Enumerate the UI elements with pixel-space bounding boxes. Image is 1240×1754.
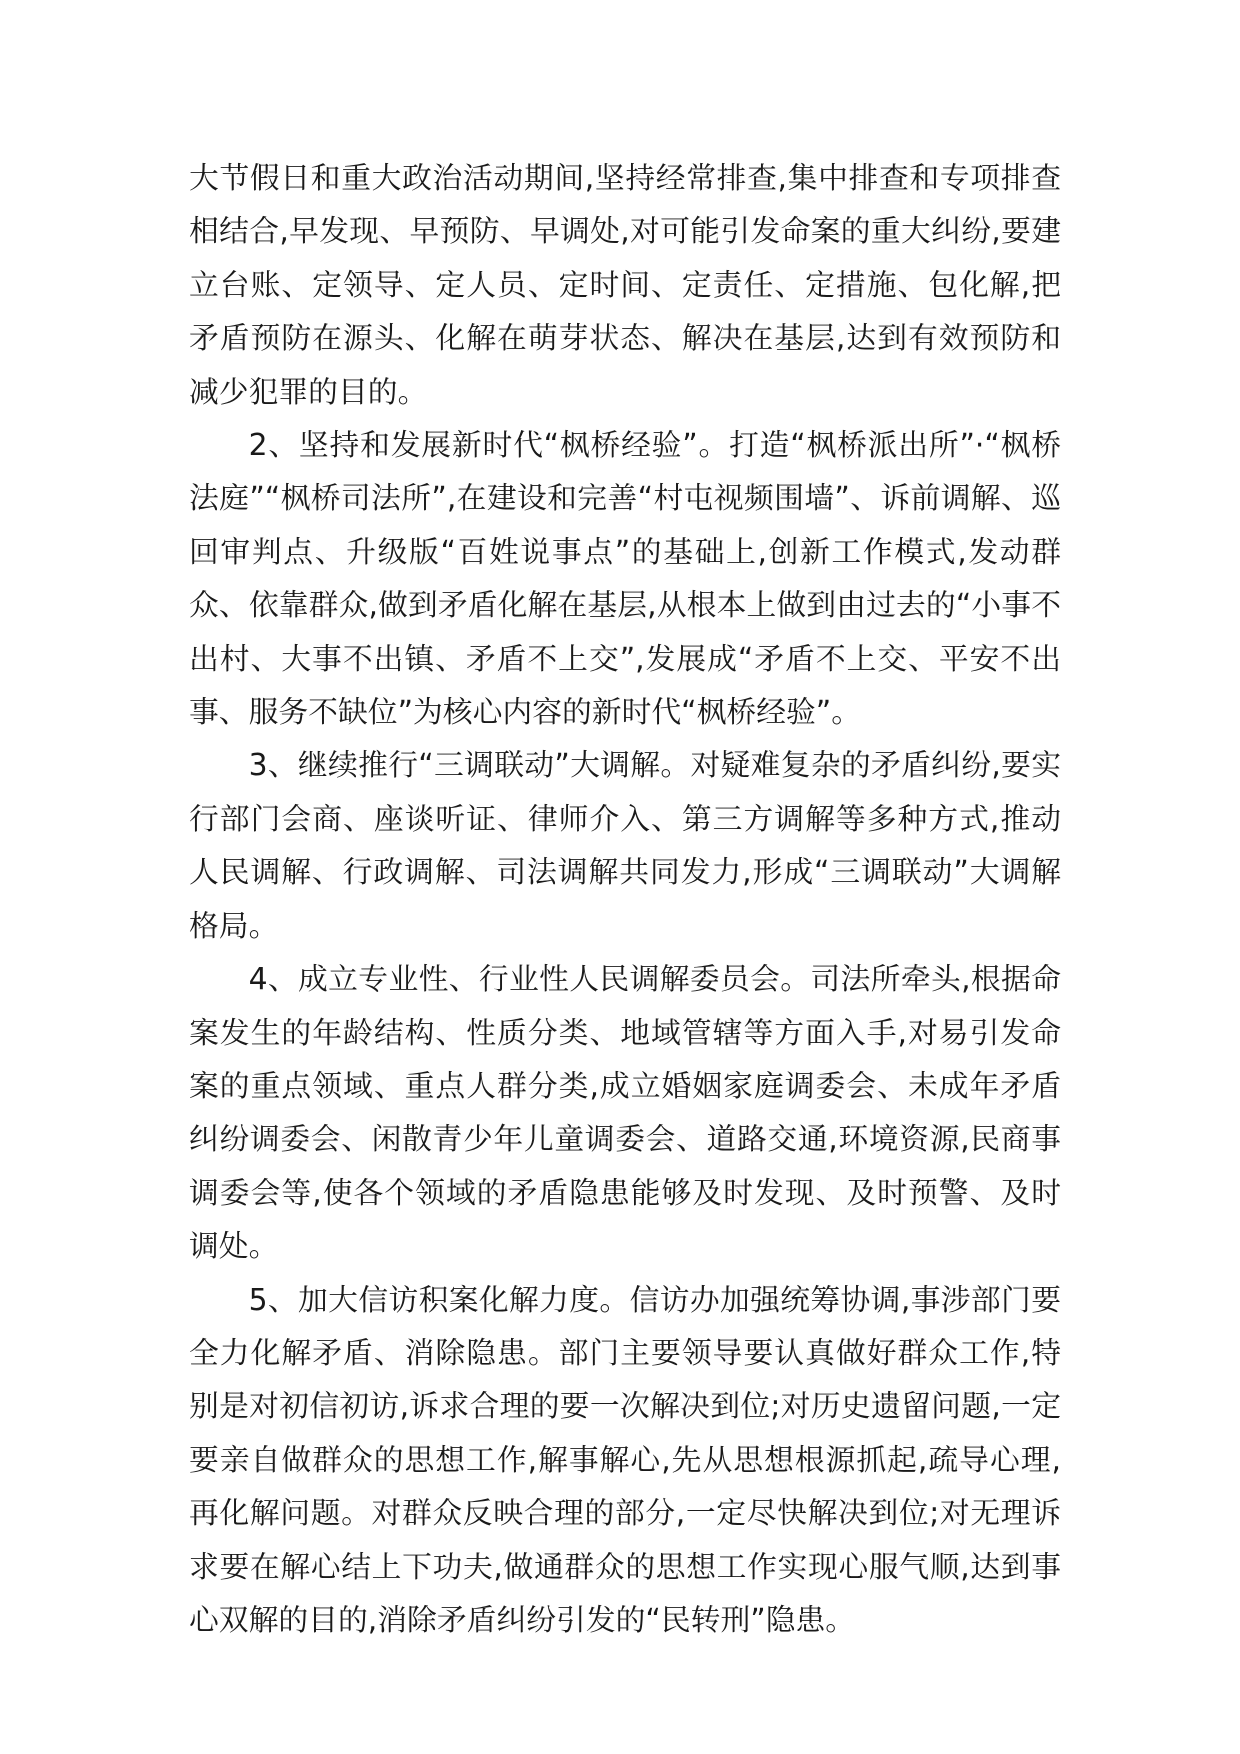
paragraph-item-2: 2、坚持和发展新时代“枫桥经验”。打造“枫桥派出所”·“枫桥法庭”“枫桥司法所”,在建设和完善“村屯视频围墙”、诉前调解、巡回审判点、升级版“百姓说事点”的基础上,创新工作模式,发动群众、依靠群众,做到矛盾化解在基层,从根本上做到由过去的“小事不出村、大事不出镇、矛盾不上交”,发展成“矛盾不上交、平安不出事、服务不缺位”为核心内容的新时代“枫桥经验”。 xyxy=(189,428,1061,731)
paragraph-item-5: 5、加大信访积案化解力度。信访办加强统筹协调,事涉部门要全力化解矛盾、消除隐患。部门主要领导要认真做好群众工作,特别是对初信初访,诉求合理的要一次解决到位;对历史遗留问题,一定要亲自做群众的思想工作,解事解心,先从思想根源抓起,疏导心理,再化解问题。对群众反映合理的部分,一定尽快解决到位;对无理诉求要在解心结上下功夫,做通群众的思想工作实现心服气顺,达到事心双解的目的,消除矛盾纠纷引发的“民转刑”隐患。 xyxy=(189,1282,1061,1638)
paragraph-continued: 大节假日和重大政治活动期间,坚持经常排查,集中排查和专项排查相结合,早发现、早预防、早调处,对可能引发命案的重大纠纷,要建立台账、定领导、定人员、定时间、定责任、定措施、包化解,把矛盾预防在源头、化解在萌芽状态、解决在基层,达到有效预防和减少犯罪的目的。 xyxy=(189,161,1061,410)
paragraph-item-3: 3、继续推行“三调联动”大调解。对疑难复杂的矛盾纠纷,要实行部门会商、座谈听证、律师介入、第三方调解等多种方式,推动人民调解、行政调解、司法调解共同发力,形成“三调联动”大调解格局。 xyxy=(189,748,1061,944)
document-body xyxy=(189,152,1061,1647)
paragraph-item-4: 4、成立专业性、行业性人民调解委员会。司法所牵头,根据命案发生的年龄结构、性质分类、地域管辖等方面入手,对易引发命案的重点领域、重点人群分类,成立婚姻家庭调委会、未成年矛盾纠纷调委会、闲散青少年儿童调委会、道路交通,环境资源,民商事调委会等,使各个领域的矛盾隐患能够及时发现、及时预警、及时调处。 xyxy=(189,962,1061,1265)
